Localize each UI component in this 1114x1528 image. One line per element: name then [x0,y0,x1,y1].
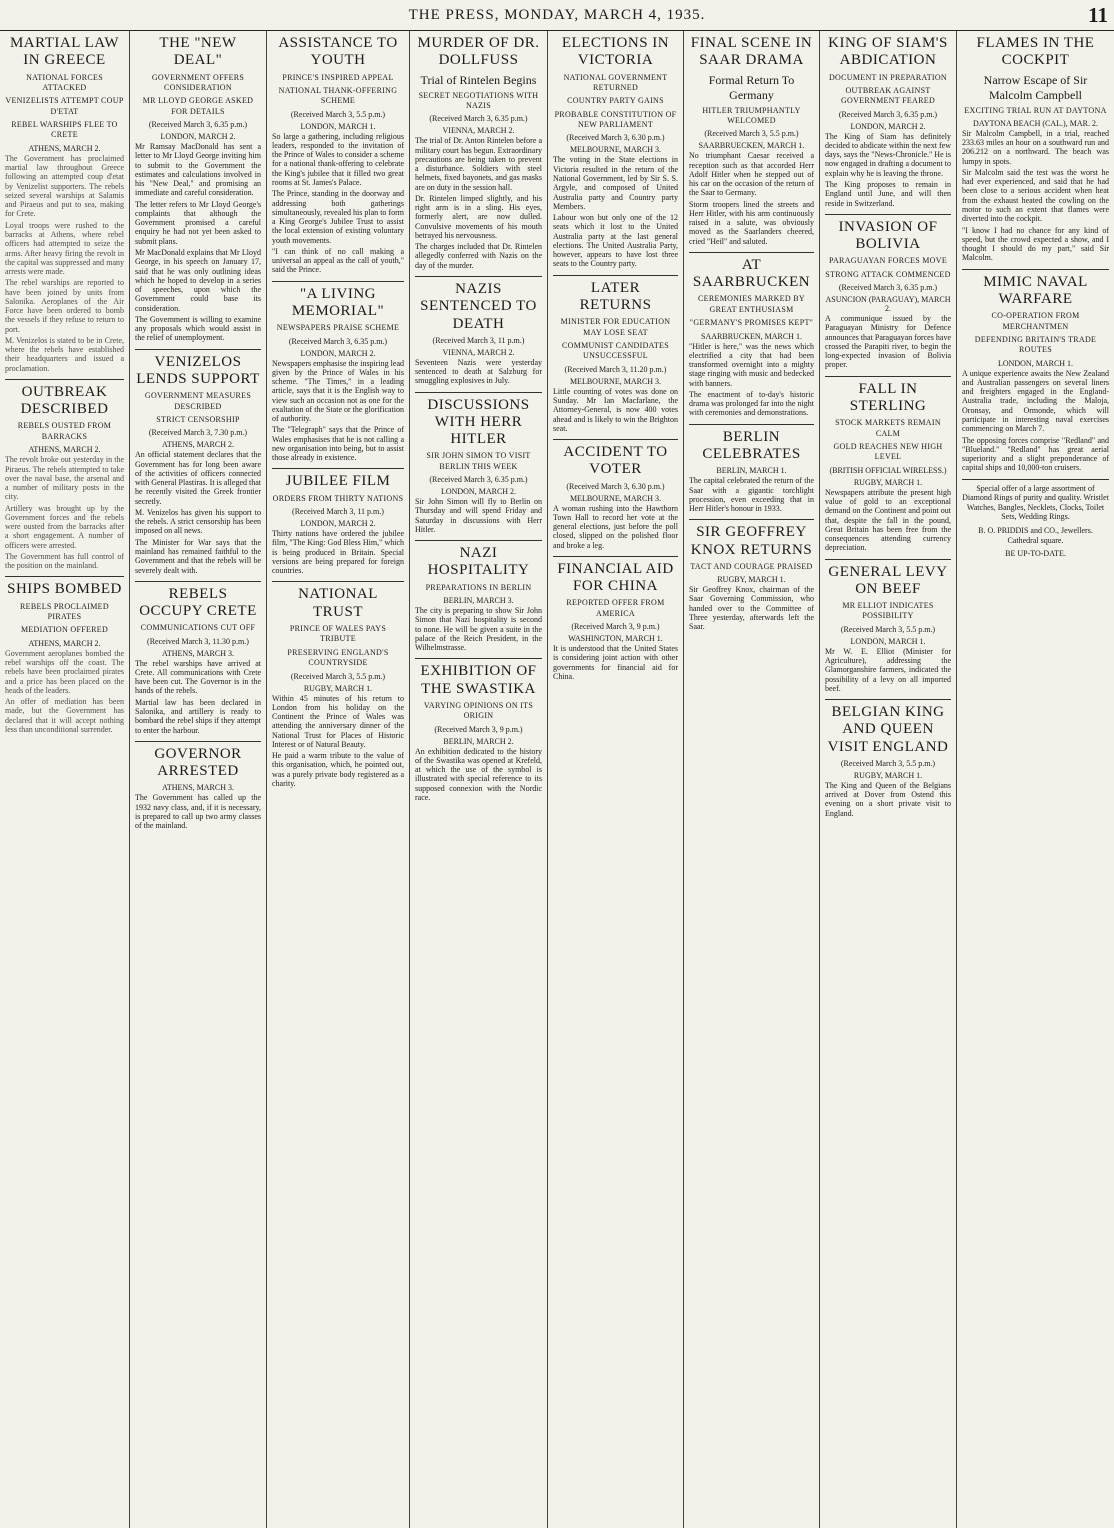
received-line: (Received March 3, 5.5 p.m.) [840,758,936,768]
body-paragraph: Thirty nations have ordered the jubilee film, "The King: God Bless Him," which is being produced in Britain. Special versions are being prepared for foreign countries. [272,529,404,576]
article-subhead: REBELS PROCLAIMED PIRATES [20,601,109,622]
advertisement-text: B. O. PRIDDIS and CO., Jewellers. Cathedral square. [978,525,1093,545]
dateline: LONDON, MARCH 1. [850,636,926,646]
body-paragraph: Labour won but only one of the 12 seats which it lost to the United Australia party at the last general elections. The United Australia Party, however, appears to have lost three seats to the Country party. [553,213,678,269]
section-rule [962,479,1109,480]
article-headline: INVASION OF BOLIVIA [838,218,938,253]
body-paragraph: The Minister for War says that the mainland has remained faithful to the Government and that the rebels will be severely dealt with. [135,537,261,575]
article-headline: SHIPS BOMBED [7,581,122,598]
body-paragraph: M. Venizelos has given his support to the rebels. A strict censorship has been imposed on all news. [135,507,261,536]
section-rule [825,376,951,377]
article-subhead: PRINCE'S INSPIRED APPEAL [282,72,394,82]
body-paragraph: The rebel warships have arrived at Crete. All communications with Crete have been cut. The Governor is in the hands of the rebels. [135,658,261,696]
section-rule [825,699,951,700]
article-headline: LATER RETURNS [579,279,652,313]
article-headline: FLAMES IN THE COCKPIT [976,35,1095,69]
received-line: (Received March 3, 6.35 p.m.) [429,114,528,124]
article [135,349,261,575]
body-paragraph: "I know I had no chance for any kind of speed, but the crowd expected a show, and I thought I should do my part," said Sir Malcolm. [962,225,1109,263]
article-subhead: PROBABLE CONSTITUTION OF NEW PARLIAMENT [554,109,677,130]
article [415,276,542,386]
body-paragraph: Loyal troops were rushed to the barracks at Athens, where rebel officers had attempted to seize the arms. After heavy firing the revolt in the capital was suppressed and many arrests were made. [5,220,124,277]
article-subhead: EXCITING TRIAL RUN AT DAYTONA [964,105,1107,115]
article-subhead: SIR JOHN SIMON TO VISIT BERLIN THIS WEEK [426,451,531,471]
dateline: ATHENS, MARCH 2. [161,440,234,450]
section-rule [962,269,1109,270]
article-headline: FALL IN STERLING [849,380,927,414]
article-subhead: STOCK MARKETS REMAIN CALM [835,418,941,438]
received-line: (Received March 3, 11 p.m.) [432,335,525,345]
received-line: (Received March 3, 11.30 p.m.) [147,636,249,646]
article-headline: "A LIVING MEMORIAL" [291,285,385,319]
article-subhead: OUTBREAK AGAINST GOVERNMENT FEARED [840,85,936,106]
article-subhead: CO-OPERATION FROM MERCHANTMEN [991,311,1080,331]
advertisement-text: Special offer of a large assortment of Diamond Rings of purity and quality. Wristlet Watches, Bangles, Necklets, Clocks, Toilet Sets, Wedding Rings. [962,483,1109,522]
article-subhead: HITLER TRIUMPHANTLY WELCOMED [702,105,801,125]
body-paragraph: The rebel warships are reported to have been joined by units from Salonika. Aeroplanes of the Air Force have been ordered to bomb the vessels if they refuse to return to port. [5,278,124,334]
article-subhead: Narrow Escape of Sir Malcolm Campbell [983,72,1088,102]
article [415,35,542,270]
body-paragraph: Government aeroplanes bombed the rebel warships off the coast. The rebels have been proclaimed pirates and a price has been placed on the heads of the leaders. [5,648,124,695]
article-subhead: NATIONAL FORCES ATTACKED [26,72,103,92]
section-rule [5,379,124,380]
body-paragraph: Mr Ramsay MacDonald has sent a letter to Mr Lloyd George inviting him to submit to the Government the estimates and calculations involved in his "New Deal," and promising an immediate and careful consideration. [135,142,261,198]
body-paragraph: Dr. Rintelen limped slightly, and his right arm is in a sling. His eyes, formerly alert, are now dulled. Convulsive movements of his mouth betrayed his nervousness. [415,193,542,240]
article [5,35,124,373]
article-subhead: VENIZELISTS ATTEMPT COUP D'ETAT [5,96,124,116]
dateline: MELBOURNE, MARCH 3. [569,376,662,386]
article-subhead: MEDIATION OFFERED [20,625,109,635]
body-paragraph: A unique experience awaits the New Zealand and Australian passengers on several liners and freighters engaged in the England-Australia trade, including the Maloja, Oronsay, and Ormonde, which will participate in interesting naval exercises commencing on March 7. [962,368,1109,434]
body-paragraph: Martial law has been declared in Salonika, and artillery is ready to bombard the rebel ships if they attempt to enter the harbour. [135,697,261,735]
body-paragraph: "Hitler is here," was the news which electrified a city that had been transformed overnight into a mighty stage ringing with music and bedecked with banners. [689,341,814,388]
article [5,576,124,734]
dateline: ATHENS, MARCH 3. [161,648,234,658]
page-number: 11 [1088,3,1108,27]
article [553,275,678,433]
article-headline: FINANCIAL AID FOR CHINA [557,560,674,595]
article [962,35,1109,263]
body-paragraph: It is understood that the United States is considering joint action with other governments for financial aid for China. [553,644,678,681]
body-paragraph: Mr W. E. Elliot (Minister for Agriculture), addressing the Glamorganshire farmers, indicated the possibility of a levy on all imported beef. [825,646,951,693]
received-line: (Received March 3, 9 p.m.) [434,724,523,734]
article [272,35,404,275]
article [135,35,261,343]
body-paragraph: M. Venizelos is stated to be in Crete, where the rebels have established their headquarters and issued a proclamation. [5,335,124,373]
dateline: LONDON, MARCH 1. [300,121,376,131]
dateline: LONDON, MARCH 1. [997,358,1074,368]
column-8 [957,31,1114,1528]
body-paragraph: The charges included that Dr. Rintelen allegedly conferred with Nazis on the day of the murder. [415,242,542,270]
received-line: (Received March 3, 6.35 p.m.) [288,336,388,346]
article-subhead: PARAGUAYAN FORCES MOVE [828,256,948,266]
column-2 [130,31,267,1528]
article-headline: BERLIN CELEBRATES [702,428,801,462]
columns [0,31,1114,1528]
body-paragraph: The King and Queen of the Belgians arrived at Dover from Ostend this evening on a short private visit to England. [825,780,951,818]
article-subhead: PREPARATIONS IN BERLIN [425,582,532,592]
article-subhead: MINISTER FOR EDUCATION MAY LOSE SEAT [560,317,671,337]
body-paragraph: Newspapers emphasise the inspiring lead given by the Prince of Wales in his scheme. "The Times," in a leading article, says that it is the English way to view such an occasion not as one for the exaltation of the State or the glorification of authority. [272,358,404,424]
body-paragraph: An official statement declares that the Government has for long been aware of the activities of officers connected with General Plastiras. It is alleged that he recently visited the Greek frontier secretly. [135,450,261,506]
received-line: (Received March 3, 6.30 p.m.) [566,481,665,491]
column-4 [410,31,548,1528]
article-headline: OUTBREAK DESCRIBED [20,383,109,418]
dateline: LONDON, MARCH 2. [850,121,926,131]
section-rule [272,581,404,582]
column-7 [820,31,957,1528]
body-paragraph: He paid a warm tribute to the value of this organisation, which, he pointed out, was a purely private body registered as a charity. [272,751,404,788]
body-paragraph: The Government has called up the 1932 navy class, and, if it is necessary, is prepared to call up two army classes of the mainland. [135,793,261,831]
article [689,519,814,631]
article-subhead: Trial of Rintelen Begins [420,72,537,87]
article [689,424,814,514]
section-rule [689,252,814,253]
article-subhead: NEWSPAPERS PRAISE SCHEME [276,323,400,333]
body-paragraph: No triumphant Caesar received a reception such as that accorded Herr Adolf Hitler when he stepped out of his car on the occasion of the return of the Saar to Germany. [689,151,814,198]
article-subhead: Formal Return To Germany [708,72,795,102]
body-paragraph: A woman rushing into the Hawthorn Town Hall to record her vote at the general elections, just before the poll closed, slipped on the polished floor and broke a leg. [553,503,678,550]
dateline: RUGBY, MARCH 1. [717,575,786,585]
received-line: (Received March 3, 7.30 p.m.) [148,428,248,438]
body-paragraph: The trial of Dr. Anton Rintelen before a military court has begun. Extraordinary precautions are being taken to prevent a disturbance. Soldiers with steel helmets, fixed bayonets, and gas masks are on duty in the session hall. [415,136,542,192]
body-paragraph: The King proposes to remain in England until June, and will then reside in Switzerland. [825,180,951,208]
article-subhead: PRINCE OF WALES PAYS TRIBUTE [289,623,387,644]
section-rule [135,581,261,582]
article [553,556,678,681]
dateline: LONDON, MARCH 2. [440,487,517,497]
body-paragraph: Artillery was brought up by the Government forces and the rebels were ousted from the barracks after a short engagement. A number of officers were arrested. [5,503,124,550]
section-rule [135,349,261,350]
article [135,581,261,735]
article-headline: ACCIDENT TO VOTER [563,444,668,478]
dateline: BERLIN, MARCH 2. [443,736,514,746]
article [415,658,542,802]
received-line: (Received March 3, 6.35 p.m.) [148,120,248,130]
received-line: (Received March 3, 6.35 p.m.) [838,109,938,119]
article-headline: ELECTIONS IN VICTORIA [561,35,670,69]
article-subhead: NATIONAL THANK-OFFERING SCHEME [278,85,398,106]
article-headline: MURDER OF DR. DOLLFUSS [417,35,540,69]
article-headline: GOVERNOR ARRESTED [154,745,242,780]
dateline: BERLIN, MARCH 1. [716,466,787,476]
dateline: BERLIN, MARCH 3. [443,596,514,606]
dateline: RUGBY, MARCH 1. [853,477,923,487]
masthead-title: THE PRESS, MONDAY, MARCH 4, 1935. [408,7,706,23]
body-paragraph: The voting in the State elections in Victoria resulted in the return of the National Government, led by Sir S. S. Argyle, and composed of United Australia party and Country party Members. [553,155,678,211]
article-subhead: GOVERNMENT MEASURES DESCRIBED [144,391,252,411]
received-line: (Received March 3, 6.35 p.m.) [838,283,938,293]
article-headline: SIR GEOFFREY KNOX RETURNS [690,524,813,558]
body-paragraph: Little counting of votes was done on Sunday. Mr Ian Macfarlane, the Attorney-General, is now 400 votes ahead and is likely to win the Brighton seat. [553,386,678,433]
article-headline: ASSISTANCE TO YOUTH [278,35,398,69]
dateline: VIENNA, MARCH 2. [442,126,515,136]
article-subhead: GOLD REACHES NEW HIGH LEVEL [833,441,943,462]
body-paragraph: The revolt broke out yesterday in the Piraeus. The rebels attempted to take over the naval base, the arsenal and a number of military posts in the city. [5,455,124,502]
article-subhead: COMMUNICATIONS CUT OFF [140,623,256,633]
article [272,281,404,463]
article-subhead: COMMUNIST CANDIDATES UNSUCCESSFUL [562,340,669,361]
received-line: (Received March 3, 11.20 p.m.) [564,364,667,374]
dateline: LONDON, MARCH 2. [160,132,236,142]
article-subhead: MR ELLIOT INDICATES POSSIBILITY [842,601,934,621]
body-paragraph: An offer of mediation has been made, but the Government has declared that it will accept nothing less than unconditional surrender. [5,697,124,734]
body-paragraph: Sir Malcolm said the test was the worst he had ever experienced, and said that he had been close to a serious accident when heat from the exhaust heated the cowling on the motor to such an extent that flames were diverted into the cockpit. [962,167,1109,224]
article-subhead: GOVERNMENT OFFERS CONSIDERATION [151,72,245,92]
body-paragraph: The Government has full control of the position on the mainland. [5,551,124,571]
article [825,376,951,553]
dateline: WASHINGTON, MARCH 1. [568,634,663,644]
dateline: MELBOURNE, MARCH 3. [569,145,662,155]
body-paragraph: The Government has proclaimed martial law throughout Greece following an attempted coup d'etat by Venizelist supporters. The rebels seized several warships at Salamis and Piraeus and put to sea, making for Crete. [5,153,124,219]
dateline: ATHENS, MARCH 2. [28,638,101,648]
section-rule [553,556,678,557]
dateline: VIENNA, MARCH 2. [442,347,515,357]
article-headline: THE "NEW DEAL" [159,35,237,69]
dateline: ASUNCION (PARAGUAY), MARCH 2. [825,295,951,314]
column-3 [267,31,410,1528]
body-paragraph: The letter refers to Mr Lloyd George's complaints that although the Government promised a careful enquiry he had not yet been asked to submit plans. [135,199,261,246]
advertisement-text: BE UP-TO-DATE. [1005,549,1066,559]
article-subhead: DEFENDING BRITAIN'S TRADE ROUTES [974,334,1097,355]
received-line: (Received March 3, 6.35 p.m.) [429,475,528,485]
article-headline: FINAL SCENE IN SAAR DRAMA [690,35,813,69]
section-rule [553,439,678,440]
dateline: ATHENS, MARCH 2. [28,143,101,153]
masthead [0,0,1114,31]
article-subhead: MR LLOYD GEORGE ASKED FOR DETAILS [142,96,254,116]
article-headline: AT SAARBRUCKEN [692,256,811,291]
received-line: (Received March 3, 5.5 p.m.) [704,129,799,139]
dateline: MELBOURNE, MARCH 3. [569,493,662,503]
article [689,252,814,418]
received-line: (Received March 3, 11 p.m.) [292,507,384,517]
article [825,35,951,208]
article-subhead: NATIONAL GOVERNMENT RETURNED [563,72,668,92]
article-headline: JUBILEE FILM [285,473,391,490]
section-rule [5,576,124,577]
article-headline: NAZI HOSPITALITY [427,545,530,579]
body-paragraph: The Government is willing to examine any proposals which would assist in the relief of unemployment. [135,314,261,343]
article [415,392,542,535]
body-paragraph: So large a gathering, including religious leaders, responded to the invitation of the Prince of Wales to consider a scheme for a national thank-offering to celebrate the King's jubilee that it filled two great rooms at St. James's Palace. [272,131,404,187]
article-subhead: VARYING OPINIONS ON ITS ORIGIN [423,700,534,721]
body-paragraph: The enactment of to-day's historic drama was prolonged far into the night with ceremonies and demonstrations. [689,389,814,418]
article-headline: GENERAL LEVY ON BEEF [828,563,948,597]
section-rule [272,281,404,282]
article [135,741,261,831]
column-1 [0,31,130,1528]
article-subhead: REBEL WARSHIPS FLEE TO CRETE [11,120,118,140]
dateline: SAARBRUCKEN, MARCH 1. [701,331,802,341]
body-paragraph: The Prince, standing in the doorway and addressing both gatherings simultaneously, revealed his plan to form a King George's Jubilee Trust to assist the local extension of existing voluntary youth movements. [272,189,404,245]
article-subhead: "GERMANY'S PROMISES KEPT" [689,318,814,328]
body-paragraph: Seventeen Nazis were yesterday sentenced to death at Salzburg for smuggling explosives in July. [415,357,542,386]
article [962,269,1109,473]
article-subhead: TACT AND COURAGE PRAISED [690,561,813,571]
section-rule [415,540,542,541]
section-rule [415,392,542,393]
article-subhead: SECRET NEGOTIATIONS WITH NAZIS [418,90,539,110]
section-rule [689,424,814,425]
article [415,540,542,652]
body-paragraph: Sir John Simon will fly to Berlin on Thursday and will spend Friday and Saturday in discussions with Herr Hitler. [415,497,542,534]
article [553,35,678,269]
body-paragraph: The "Telegraph" says that the Prince of Wales emphasises that he is not calling a new organisation into being, but to assist those already in existence. [272,425,404,463]
dateline: LONDON, MARCH 2. [300,348,376,358]
article-headline: NATIONAL TRUST [298,586,378,620]
article-headline: BELGIAN KING AND QUEEN VISIT ENGLAND [827,704,949,755]
article-headline: DISCUSSIONS WITH HERR HITLER [427,396,530,448]
article [272,468,404,575]
received-line: (Received March 3, 5.5 p.m.) [290,109,386,119]
article-headline: MARTIAL LAW IN GREECE [9,35,120,69]
article-headline: VENIZELOS LENDS SUPPORT [136,353,260,387]
body-paragraph: Mr MacDonald explains that Mr Lloyd George, in his speech on January 17, said that he was only outlining ideas which he hoped to develop in a series of speeches, upon which the Government could base its consideration. [135,247,261,313]
column-5 [548,31,684,1528]
received-line: (Received March 3, 5.5 p.m.) [290,671,386,681]
article-headline: EXHIBITION OF THE SWASTIKA [420,663,537,697]
dateline: ATHENS, MARCH 2. [28,445,101,455]
received-line: (BRITISH OFFICIAL WIRELESS.) [829,465,947,475]
article-headline: MIMIC NAVAL WARFARE [983,273,1088,307]
article-headline: REBELS OCCUPY CRETE [139,585,257,620]
article-subhead: STRONG ATTACK COMMENCED [825,269,951,279]
dateline: ATHENS, MARCH 3. [161,783,234,793]
dateline: SAARBRUECKEN, MARCH 1. [698,141,805,151]
body-paragraph: Sir Geoffrey Knox, chairman of the Saar Governing Commission, who handed over to the Committee of Three yesterday, afterwards left the Saar. [689,585,814,632]
section-rule [272,468,404,469]
body-paragraph: The opposing forces comprise "Redland" and "Blueland." "Redland" has great aerial superiority and a slight preponderance of capital ships and 10,000-ton cruisers. [962,435,1109,473]
body-paragraph: Within 45 minutes of his return to London from his holiday on the Continent the Prince of Wales was attending the anniversary dinner of the National Trust for Places of Historic Interest or of Natural Beauty. [272,693,404,749]
article-subhead: CEREMONIES MARKED BY GREAT ENTHUSIASM [698,294,805,314]
article-subhead: REBELS OUSTED FROM BARRACKS [17,421,112,441]
section-rule [689,519,814,520]
article-headline: KING OF SIAM'S ABDICATION [828,35,948,69]
article [553,439,678,550]
body-paragraph: Sir Malcolm Campbell, in a trial, reached 233.63 miles an hour on a southward run and 206.212 on a northward. The beach was lumpy in spots. [962,128,1109,166]
section-rule [415,658,542,659]
body-paragraph: "I can think of no call making a universal an appeal as the call of youth," said the Prince. [272,246,404,275]
body-paragraph: The city is preparing to show Sir John Simon that Nazi hospitality is second to none. He will be given a suite in the palace of the Reich President, in the Wilhelmstrasse. [415,606,542,653]
section-rule [135,741,261,742]
article-headline: NAZIS SENTENCED TO DEATH [420,281,537,332]
body-paragraph: The capital celebrated the return of the Saar with a gigantic torchlight procession, even exceeding that in Herr Hitler's honour in 1933. [689,476,814,514]
article [825,559,951,694]
article [825,699,951,818]
article [272,581,404,788]
received-line: (Received March 3, 5.5 p.m.) [840,624,936,634]
section-rule [825,559,951,560]
dateline: DAYTONA BEACH (CAL.), MAR. 2. [973,118,1098,128]
article [825,214,951,370]
body-paragraph: The King of Siam has definitely decided to abdicate within the next few days, says the "News-Chronicle." He is now engaged in drafting a document to explain why he is leaving the throne. [825,131,951,178]
article [689,35,814,246]
article-subhead: STRICT CENSORSHIP [156,414,240,424]
article-subhead: ORDERS FROM THIRTY NATIONS [272,493,404,503]
article-subhead: PRESERVING ENGLAND'S COUNTRYSIDE [287,647,389,668]
article-subhead: REPORTED OFFER FROM AMERICA [566,598,665,618]
section-rule [825,214,951,215]
section-rule [553,275,678,276]
dateline: RUGBY, MARCH 1. [853,770,923,780]
dateline: RUGBY, MARCH 1. [303,683,373,693]
article-subhead: DOCUMENT IN PREPARATION [828,72,948,82]
column-6 [684,31,820,1528]
dateline: LONDON, MARCH 2. [300,519,376,529]
received-line: (Received March 3, 6.30 p.m.) [566,133,665,143]
body-paragraph: Newspapers attribute the present high value of gold to an exceptional demand on the Continent and point out that, despite the fall in the pound, Great Britain has been free from the consequences attending currency depreciation. [825,487,951,553]
received-line: (Received March 3, 9 p.m.) [571,622,660,632]
article-subhead: COUNTRY PARTY GAINS [567,96,664,106]
body-paragraph: An exhibition dedicated to the history of the Swastika was opened at Krefeld, at which the use of the symbol is illustrated with special reference to its supposed connexion with the Nordic race. [415,746,542,802]
article [5,379,124,570]
section-rule [415,276,542,277]
body-paragraph: A communique issued by the Paraguayan Ministry for Defence announces that Paraguayan forces have crossed the Parapiti river, to begin the long-expected invasion of Bolivia proper. [825,314,951,370]
body-paragraph: Storm troopers lined the streets and Herr Hitler, with his arm continuously raised in a salute, was obviously moved as the Saarlanders cheered, cried "Heil" and saluted. [689,199,814,246]
